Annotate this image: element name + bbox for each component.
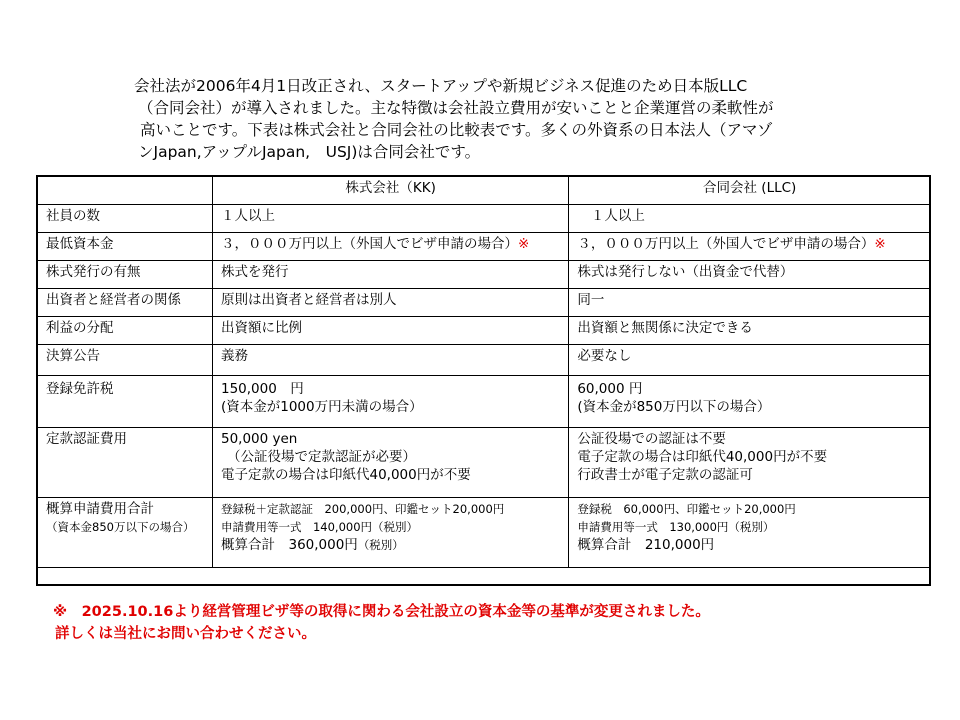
kk-total-value: 概算合計 360,000円 bbox=[220, 537, 358, 553]
notice-line-2: 詳しくは当社にお問い合わせください。 bbox=[55, 626, 316, 642]
kk-cell bbox=[212, 498, 568, 568]
table-row bbox=[38, 345, 931, 376]
notice-line-1: ※ 2025.10.16より経営管理ビザ等の取得に関わる会社設立の資本金等の基準が変更されました。 bbox=[53, 604, 710, 620]
kk-line: 電子定款の場合は印紙代40,000円が不要 bbox=[220, 467, 471, 483]
table-row bbox=[38, 205, 931, 233]
table-row bbox=[38, 261, 931, 289]
llc-total: 概算合計 210,000円 bbox=[577, 537, 715, 553]
header-label-cell bbox=[38, 177, 213, 205]
llc-cell bbox=[569, 498, 931, 568]
row-label-text: 概算申請費用合計 bbox=[46, 501, 154, 517]
table-row bbox=[38, 428, 931, 498]
asterisk-mark: ※ bbox=[517, 236, 530, 252]
asterisk-mark: ※ bbox=[874, 236, 886, 252]
table-row bbox=[38, 233, 931, 261]
kk-line: （公証役場で定款認証が必要） bbox=[226, 449, 416, 465]
llc-cell: 出資額と無関係に決定できる bbox=[569, 317, 931, 345]
kk-total bbox=[221, 536, 560, 554]
llc-cell bbox=[569, 376, 931, 428]
llc-line: 60,000 円 bbox=[577, 381, 643, 397]
llc-cell: 必要なし bbox=[569, 345, 931, 376]
row-label: 株式発行の有無 bbox=[38, 261, 213, 289]
kk-cell bbox=[212, 376, 568, 428]
row-label-sub: （資本金850万以下の場合） bbox=[46, 520, 195, 534]
row-label: 決算公告 bbox=[38, 345, 213, 376]
kk-line: 登録税＋定款認証 200,000円、印鑑セット20,000円 bbox=[220, 502, 505, 516]
intro-paragraph bbox=[134, 75, 834, 163]
kk-line: 50,000 yen bbox=[220, 431, 298, 447]
intro-line-1: 会社法が2006年4月1日改正され、スタートアップや新規ビジネス促進のため日本版LLC bbox=[134, 77, 748, 95]
llc-cell: １人以上 bbox=[569, 205, 931, 233]
kk-line: (資本金が1000万円未満の場合） bbox=[220, 399, 423, 415]
kk-line: 申請費用等一式 140,000円（税別） bbox=[220, 520, 419, 534]
kk-cell: 義務 bbox=[212, 345, 568, 376]
row-label bbox=[38, 376, 213, 428]
notice-text bbox=[53, 601, 710, 645]
table-row bbox=[38, 317, 931, 345]
row-label: 最低資本金 bbox=[38, 233, 213, 261]
kk-cell bbox=[212, 428, 568, 498]
table-row bbox=[38, 498, 931, 568]
table-header-row bbox=[38, 177, 931, 205]
row-label: 社員の数 bbox=[38, 205, 213, 233]
kk-total-tax-note: （税別） bbox=[357, 538, 404, 552]
kk-min-capital: ３，０００万円以上（外国人でビザ申請の場合） bbox=[220, 236, 518, 252]
header-kk: 株式会社（KK) bbox=[212, 177, 568, 205]
row-label bbox=[38, 498, 213, 568]
table-row bbox=[38, 376, 931, 428]
row-label: 利益の分配 bbox=[38, 317, 213, 345]
llc-cell bbox=[569, 233, 931, 261]
row-label: 出資者と経営者の関係 bbox=[38, 289, 213, 317]
intro-line-4: ンJapan,アップルJapan, USJ)は合同会社です。 bbox=[138, 143, 481, 161]
row-label: 定款認証費用 bbox=[38, 428, 213, 498]
header-llc: 合同会社 (LLC) bbox=[569, 177, 931, 205]
llc-cell bbox=[569, 428, 931, 498]
llc-line: (資本金が850万円以下の場合） bbox=[577, 399, 771, 415]
llc-cell: 株式は発行しない（出資金で代替） bbox=[569, 261, 931, 289]
intro-line-3: 高いことです。下表は株式会社と合同会社の比較表です。多くの外資系の日本法人（アマゾ bbox=[140, 121, 773, 139]
llc-min-capital: ３，０００万円以上（外国人でビザ申請の場合） bbox=[577, 236, 875, 252]
llc-line: 行政書士が電子定款の認証可 bbox=[577, 467, 753, 483]
row-label-text: 登録免許税 bbox=[46, 381, 114, 397]
kk-cell: 株式を発行 bbox=[212, 261, 568, 289]
llc-cell: 同一 bbox=[569, 289, 931, 317]
llc-line: 公証役場での認証は不要 bbox=[577, 431, 726, 447]
llc-line: 登録税 60,000円、印鑑セット20,000円 bbox=[577, 502, 796, 516]
kk-cell: 原則は出資者と経営者は別人 bbox=[212, 289, 568, 317]
llc-line: 電子定款の場合は印紙代40,000円が不要 bbox=[577, 449, 828, 465]
intro-line-2: （合同会社）が導入されました。主な特徴は会社設立費用が安いことと企業運営の柔軟性が bbox=[138, 99, 774, 117]
table-row bbox=[38, 289, 931, 317]
kk-cell bbox=[212, 233, 568, 261]
kk-line: 150,000 円 bbox=[220, 381, 304, 397]
comparison-table bbox=[37, 176, 931, 568]
llc-line: 申請費用等一式 130,000円（税別） bbox=[577, 520, 775, 534]
kk-cell: １人以上 bbox=[212, 205, 568, 233]
kk-cell: 出資額に比例 bbox=[212, 317, 568, 345]
